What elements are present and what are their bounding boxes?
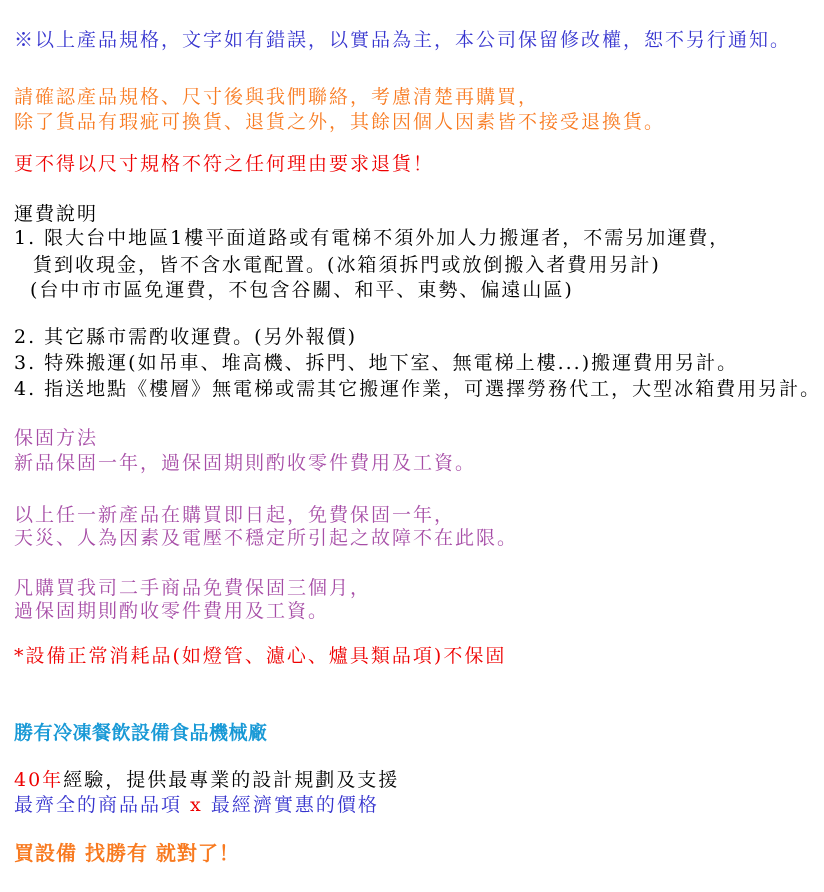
company-name: 勝有冷凍餐飲設備食品機械廠 (14, 722, 268, 744)
experience-text: 經驗，提供最專業的設計規劃及支援 (63, 769, 400, 791)
slogan-line (14, 792, 379, 818)
experience-years-highlight: 40年 (14, 769, 64, 791)
call-to-action: 買設備 找勝有 就對了！ (14, 841, 240, 865)
warranty-free-line1: 以上任一新產品在購買即日起，免費保固一年， (14, 504, 456, 526)
warranty-section-title: 保固方法 (14, 427, 99, 449)
shipping-item1-line3: (台中市市區免運費，不包含谷關、和平、東勢、偏遠山區) (30, 279, 574, 301)
shipping-item1-line2: 貨到收現金，皆不含水電配置。(冰箱須拆門或放倒搬入者費用另計) (33, 254, 661, 276)
slogan-right: 最經濟實惠的價格 (210, 794, 379, 816)
spec-disclaimer-note: ※以上產品規格，文字如有錯誤，以實品為主，本公司保留修改權，恕不另行通知。 (14, 29, 792, 51)
warranty-used-line2: 過保固期則酌收零件費用及工資。 (14, 600, 330, 622)
consumables-warranty-note: *設備正常消耗品(如燈管、濾心、爐具類品項)不保固 (14, 645, 507, 667)
warranty-used-line1: 凡購買我司二手商品免費保固三個月， (14, 577, 372, 599)
warranty-free-line2: 天災、人為因素及電壓不穩定所引起之故障不在此限。 (14, 527, 519, 549)
purchase-notice-line1: 請確認產品規格、尺寸後與我們聯絡，考慮清楚再購買， (14, 86, 540, 108)
slogan-separator: x (182, 794, 211, 816)
shipping-item1-line1: 1. 限大台中地區1樓平面道路或有電梯不須外加人力搬運者，不需另加運費， (14, 227, 731, 249)
slogan-left: 最齊全的商品品項 (14, 794, 183, 816)
no-return-warning: 更不得以尺寸規格不符之任何理由要求退貨！ (14, 153, 435, 175)
shipping-item3: 3. 特殊搬運(如吊車、堆高機、拆門、地下室、無電梯上樓...)搬運費用另計。 (14, 352, 739, 374)
experience-line (14, 767, 399, 793)
warranty-new-item-line: 新品保固一年，過保固期則酌收零件費用及工資。 (14, 452, 477, 474)
shipping-item2: 2. 其它縣市需酌收運費。(另外報價) (14, 326, 357, 348)
shipping-section-title: 運費說明 (14, 203, 99, 225)
purchase-notice-line2: 除了貨品有瑕疵可換貨、退貨之外，其餘因個人因素皆不接受退換貨。 (14, 111, 666, 133)
shipping-item4: 4. 指送地點《樓層》無電梯或需其它搬運作業，可選擇勞務代工，大型冰箱費用另計。 (14, 378, 822, 400)
